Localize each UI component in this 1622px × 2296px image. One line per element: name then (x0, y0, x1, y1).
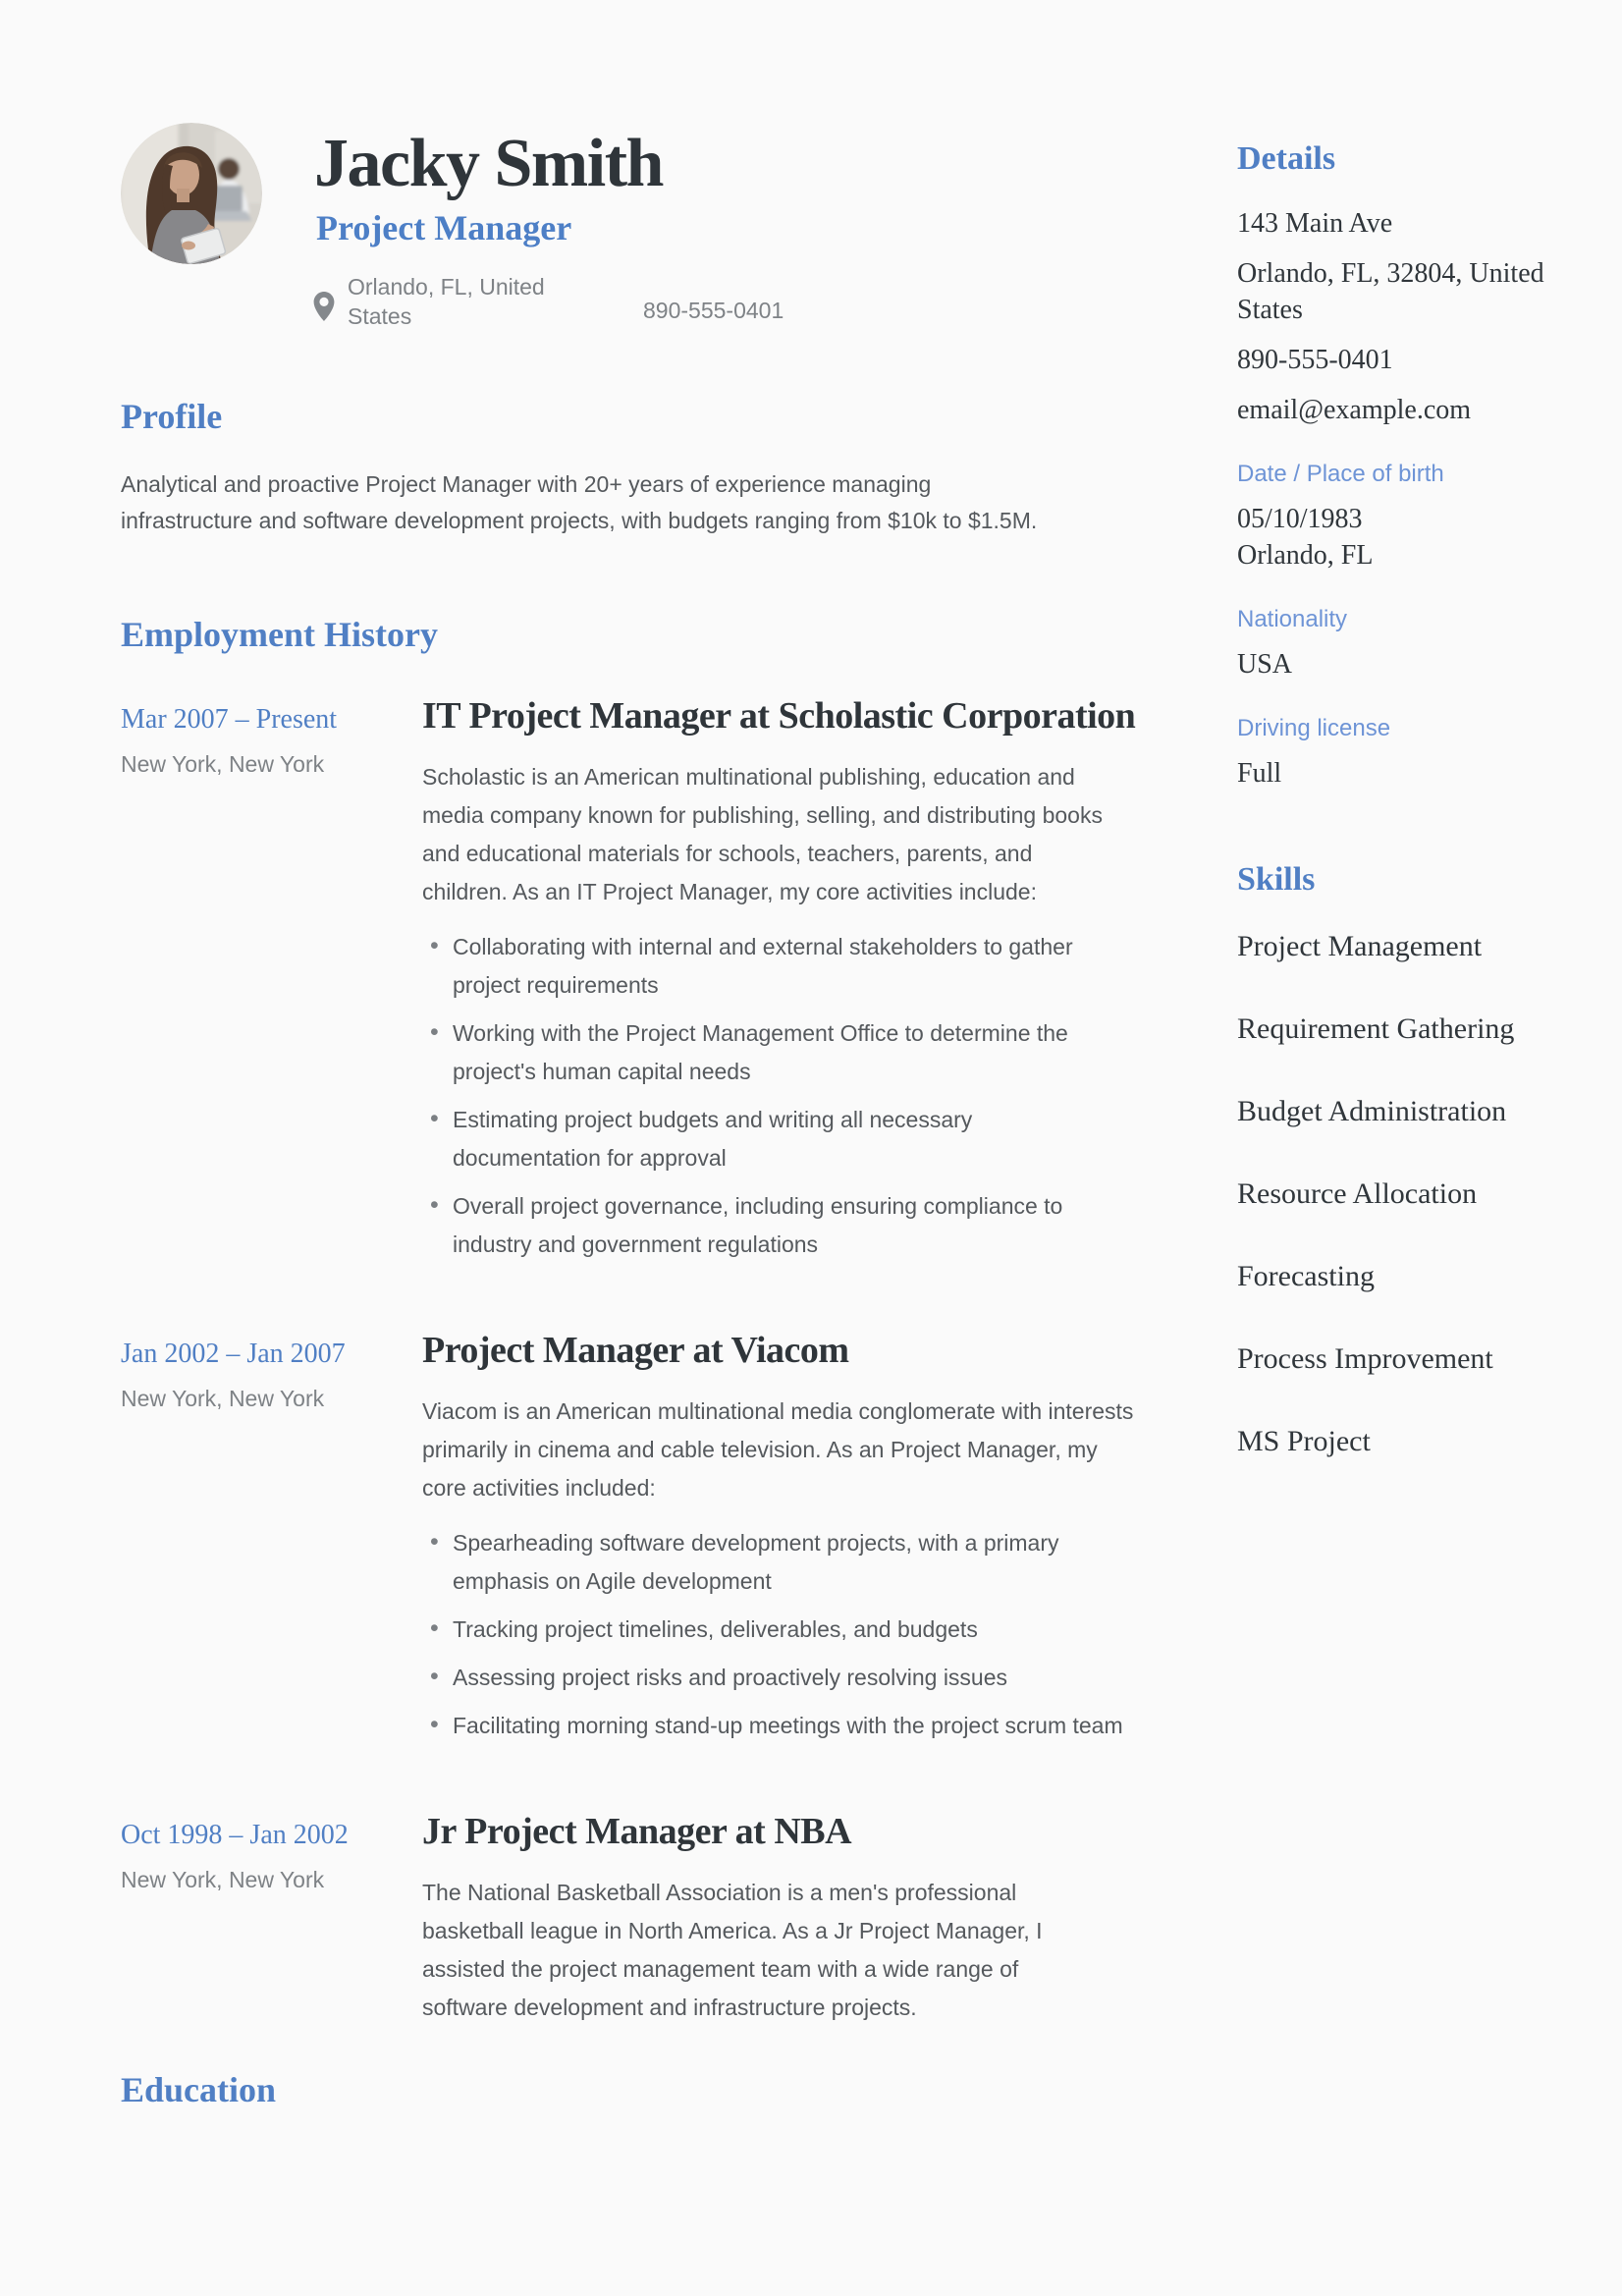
skill-item: Budget Administration (1237, 1095, 1507, 1128)
skills-list (1237, 928, 1551, 1460)
skill-item: Forecasting (1237, 1260, 1375, 1293)
header-phone: 890-555-0401 (643, 298, 784, 323)
job-bullet-list (422, 928, 1137, 1264)
skill-item: Requirement Gathering (1237, 1012, 1515, 1046)
nationality-value: USA (1237, 649, 1293, 681)
details-block (1237, 205, 1551, 428)
skill-item: Resource Allocation (1237, 1177, 1478, 1211)
job-bullet: • Overall project governance, including ensuring compliance to industry and government regulations (422, 1187, 1096, 1264)
job-bullet: • Facilitating morning stand-up meetings with the project scrum team (422, 1707, 1125, 1745)
job-description: Scholastic is an American multinational publishing, education and media company known for publishing, selling, and distributing books and educational materials for schools, teachers, parents, and children. As an IT Project Manager, my core activities include: (422, 764, 1103, 904)
location-pin-icon (312, 291, 336, 322)
job-title: Jr Project Manager at NBA (422, 1811, 852, 1852)
profile-text: Analytical and proactive Project Manager with 20+ years of experience managing infrastructure and software development projects, with budgets ranging from $10k to $1.5M. (121, 471, 1038, 534)
job-bullet: • Assessing project risks and proactively resolving issues (422, 1659, 1125, 1697)
address-city: Orlando, FL, 32804, United States (1237, 258, 1544, 326)
job-description: The National Basketball Association is a men's professional basketball league in North America. As a Jr Project Manager, I assisted the project management team with a wide range of software development and infrastructure projects. (422, 1880, 1043, 2020)
job-meta (121, 1809, 422, 2027)
profile-photo-illustration (121, 123, 262, 264)
job-entry (121, 1809, 1137, 2027)
job-bullet: • Tracking project timelines, deliverables, and budgets (422, 1611, 1125, 1649)
job-dates: Oct 1998 – Jan 2002 (121, 1820, 349, 1850)
job-description: Viacom is an American multinational media conglomerate with interests primarily in cinema and cable television. As an Project Manager, my core activities included: (422, 1398, 1134, 1501)
job-bullet-list (422, 1524, 1137, 1745)
profile-photo (121, 123, 262, 264)
job-dates: Jan 2002 – Jan 2007 (121, 1339, 346, 1369)
job-location: New York, New York (121, 751, 325, 777)
job-location: New York, New York (121, 1386, 325, 1411)
job-meta (121, 1328, 422, 1755)
birth-date: 05/10/1983 (1237, 504, 1363, 535)
job-bullet: • Spearheading software development projects, with a primary emphasis on Agile development (422, 1524, 1125, 1601)
birth-place: Orlando, FL (1237, 540, 1374, 572)
job-bullet: • Estimating project budgets and writing all necessary documentation for approval (422, 1101, 1096, 1177)
person-role: Project Manager (316, 208, 572, 247)
job-title: IT Project Manager at Scholastic Corporation (422, 695, 1136, 737)
job-title: Project Manager at Viacom (422, 1330, 849, 1371)
job-bullet: • Working with the Project Management Office to determine the project's human capital needs (422, 1014, 1096, 1091)
person-name: Jacky Smith (314, 126, 663, 201)
job-content (422, 1809, 1137, 2027)
birth-label: Date / Place of birth (1237, 461, 1444, 488)
license-value: Full (1237, 758, 1282, 790)
job-location: New York, New York (121, 1867, 325, 1892)
header-location: Orlando, FL, United States (348, 274, 545, 329)
profile-section (121, 397, 1122, 539)
details-heading: Details (1237, 140, 1336, 177)
details-email: email@example.com (1237, 395, 1472, 426)
job-content (422, 693, 1137, 1274)
skill-item: Project Management (1237, 930, 1483, 963)
skills-heading: Skills (1237, 861, 1316, 899)
job-entry (121, 693, 1137, 1274)
details-phone: 890-555-0401 (1237, 345, 1393, 376)
job-meta (121, 693, 422, 1274)
sidebar (1237, 139, 1551, 1505)
education-heading: Education (121, 2070, 277, 2109)
address-street: 143 Main Ave (1237, 208, 1393, 240)
skill-item: Process Improvement (1237, 1342, 1493, 1376)
job-content (422, 1328, 1137, 1755)
job-bullet: • Collaborating with internal and external stakeholders to gather project requirements (422, 928, 1096, 1005)
job-dates: Mar 2007 – Present (121, 704, 338, 735)
skill-item: MS Project (1237, 1425, 1371, 1458)
job-entry (121, 1328, 1137, 1755)
employment-history-heading: Employment History (121, 615, 438, 654)
profile-heading: Profile (121, 397, 223, 436)
nationality-label: Nationality (1237, 606, 1348, 633)
license-label: Driving license (1237, 715, 1391, 742)
